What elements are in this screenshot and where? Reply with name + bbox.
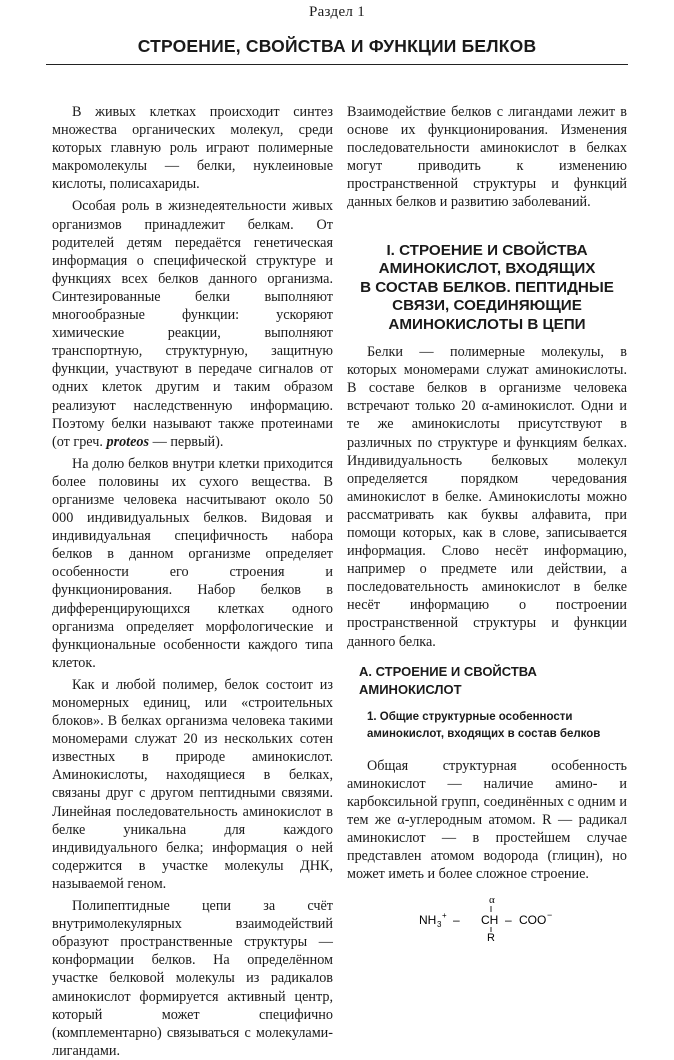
formula-dash-2: – — [505, 912, 512, 927]
formula-coo-sup: − — [547, 909, 553, 920]
paragraph-text: Особая роль в жизнедеятельности живых организмов принадлежит белкам. От родителей детям передаётся генетическая информация о специфической структуре и функциях всех белков данного организма. Синтезированные белки выполняют многообразные функции: ускоряют химические реакции, выполняют транспортную, структурную, защитную функции, участвуют в передаче сигналов от одних клеток другим и таким образом реализуют наследственную информацию. Поэтому белки называют также протеинами (от греч. — [52, 198, 333, 450]
paragraph: В живых клетках происходит синтез множества органических молекул, среди которых главную роль играют полимерные макромолекулы — белки, нуклеиновые кислоты, полисахариды. — [52, 104, 333, 193]
heading-line: АМИНОКИСЛОТЫ В ЦЕПИ — [388, 315, 586, 333]
formula-r: R — [487, 931, 495, 942]
heading-line: 1. Общие структурные особенности — [367, 710, 573, 723]
paragraph: Общая структурная особенность аминокислот — наличие амино- и карбоксильной групп, соединённых с одним и тем же α-углеродным атомом. R — радикал аминокислот — в простейшем случае представлен атомом водорода (глицин), но может иметь и более сложное строение. — [347, 757, 627, 883]
term-proteos: proteos — [106, 433, 150, 450]
page-title: СТРОЕНИЕ, СВОЙСТВА И ФУНКЦИИ БЕЛКОВ — [137, 36, 537, 56]
formula-nh3-sub: 3 — [437, 919, 442, 929]
formula-coo: COO — [519, 912, 547, 927]
left-column — [52, 103, 333, 1060]
subsubsection-heading — [367, 709, 627, 743]
paragraph: Белки — полимерные молекулы, в которых мономерами служат аминокислоты. В составе белков в организме человека встречают только 20 α-аминокислот. Одни и те же аминокислоты присутствуют в различных по структуре и функциям белках. Индивидуальность белковых молекул определяется порядком чередования аминокислот в белке. Аминокислоты можно рассматривать как буквы алфавита, при помощи которых, как в слове, записывается информация. Слово несёт информацию, например о предмете или действии, а последовательность аминокислот в белке несёт информацию о построении пространственной структуры и функции данного белка. — [347, 344, 627, 650]
paragraph: Как и любой полимер, белок состоит из мономерных единиц, или «строительных блоков». В белках организма человека такими мономерами служат 20 из нескольких сотен известных в природе аминокислот. Аминокислоты, находящиеся в белках, связаны друг с другом пептидными связями. Линейная последовательность аминокислот в белке уникальна для каждого индивидуального белка; информация о ней содержится в участке молекулы ДНК, называемой геном. — [52, 676, 333, 892]
formula-dash-1: – — [453, 912, 460, 927]
paragraph — [52, 197, 333, 450]
formula-nh3: NH — [419, 912, 437, 927]
amino-acid-formula — [347, 894, 627, 947]
right-column — [347, 103, 627, 947]
formula-nh3-sup: + — [442, 910, 447, 920]
title-rule — [46, 64, 628, 65]
heading-line: АМИНОКИСЛОТ, ВХОДЯЩИХ — [378, 260, 596, 278]
chapter-heading — [347, 242, 627, 335]
paragraph: Взаимодействие белков с лигандами лежит в основе их функционирования. Изменения последовательности аминокислот в белках могут приводить к изменению пространственной структуры и функций данных белков и развитию заболеваний. — [347, 104, 627, 211]
formula-alpha: α — [489, 893, 495, 906]
formula-ch: CH — [481, 912, 499, 927]
heading-line: аминокислот, входящих в состав белков — [367, 727, 601, 740]
section-label: Раздел 1 — [308, 4, 366, 20]
paragraph: Полипептидные цепи за счёт внутримолекулярных взаимодействий образуют пространственные структуры — конформации белков. На определённом участке белковой молекулы из радикалов аминокислот формируется активный центр, который может специфично (комплементарно) связываться с молекулами-лигандами. — [52, 898, 333, 1059]
heading-line: В СОСТАВ БЕЛКОВ. ПЕПТИДНЫЕ — [360, 278, 614, 296]
formula-svg — [397, 894, 577, 942]
heading-line: СВЯЗИ, СОЕДИНЯЮЩИЕ — [392, 297, 582, 315]
subsection-heading: А. СТРОЕНИЕ И СВОЙСТВА АМИНОКИСЛОТ — [359, 663, 537, 697]
paragraph-text: — первый). — [149, 433, 224, 450]
heading-line: I. СТРОЕНИЕ И СВОЙСТВА — [386, 241, 588, 259]
paragraph: На долю белков внутри клетки приходится более половины их сухого вещества. В организме человека насчитывают около 50 000 индивидуальных белков. Видовая и индивидуальная специфичность набора белков в данном организме определяет особенности его строения и функционирования. Набор белков в дифференцирующихся клетках одного организма определяет морфологические и функциональные особенности каждого типа клеток. — [52, 455, 333, 671]
